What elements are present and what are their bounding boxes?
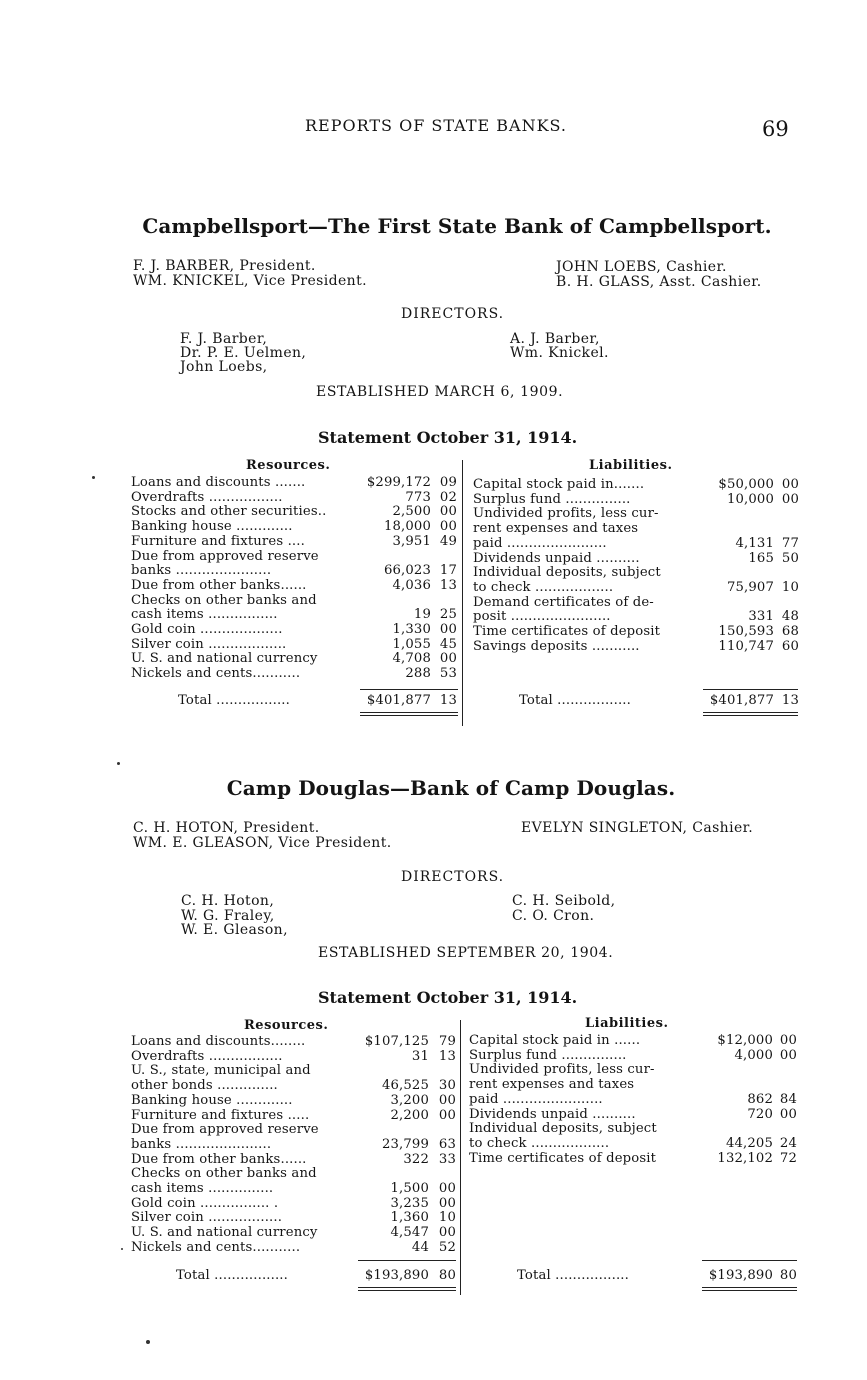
ledger-item-cents: 00 bbox=[779, 1047, 797, 1063]
ledger-item-label: banks ...................... bbox=[131, 1136, 272, 1152]
total-double-rule bbox=[702, 1287, 797, 1288]
scan-speck bbox=[121, 1248, 123, 1250]
director-name: C. H. Seibold, bbox=[512, 893, 616, 909]
resources-heading: Resources. bbox=[244, 1018, 329, 1033]
director-name: A. J. Barber, bbox=[510, 331, 600, 347]
scan-speck bbox=[117, 762, 120, 765]
ledger-item-label: U. S., state, municipal and bbox=[131, 1063, 311, 1079]
ledger-item-cents: 13 bbox=[439, 577, 457, 593]
ledger-item-label: Due from approved reserve bbox=[131, 1122, 319, 1138]
ledger-item-dollars: 23,799 bbox=[381, 1136, 429, 1152]
ledger-item-dollars: 31 bbox=[411, 1048, 429, 1064]
ledger-item-dollars: 2,200 bbox=[390, 1107, 429, 1123]
total-double-rule bbox=[703, 715, 798, 716]
ledger-item-label: paid ....................... bbox=[473, 535, 607, 551]
ledger-item-cents: 45 bbox=[439, 636, 457, 652]
total-double-rule bbox=[702, 1290, 797, 1291]
page-number: 69 bbox=[762, 117, 789, 141]
total-double-rule bbox=[358, 1290, 456, 1291]
ledger-item-cents: 60 bbox=[781, 638, 799, 654]
liabilities-total-cents: 13 bbox=[781, 693, 799, 708]
ledger-item-cents: 00 bbox=[438, 1181, 456, 1196]
ledger-item-cents: 10 bbox=[438, 1210, 456, 1226]
director-name: W. G. Fraley, bbox=[181, 908, 275, 924]
ledger-item-dollars: 44,205 bbox=[725, 1135, 773, 1151]
ledger-item-dollars: 150,593 bbox=[718, 624, 774, 639]
total-rule bbox=[703, 689, 798, 690]
ledger-item-dollars: 46,525 bbox=[381, 1078, 429, 1094]
total-rule bbox=[358, 1260, 456, 1261]
total-rule bbox=[360, 689, 458, 690]
ledger-item-cents: 13 bbox=[438, 1048, 456, 1064]
director-name: C. O. Cron. bbox=[512, 908, 595, 924]
ledger-item-dollars: 720 bbox=[747, 1106, 773, 1122]
director-name: C. H. Hoton, bbox=[181, 893, 275, 909]
ledger-item-dollars: $107,125 bbox=[364, 1034, 429, 1049]
officer-vice-president: WM. E. GLEASON, Vice President. bbox=[133, 835, 392, 851]
ledger-item-label: U. S. and national currency bbox=[131, 1225, 318, 1241]
director-name: F. J. Barber, bbox=[180, 331, 268, 347]
director-name: Wm. Knickel. bbox=[510, 345, 609, 361]
resources-total-label: Total ................. bbox=[178, 693, 290, 708]
liabilities-total-cents: 80 bbox=[779, 1268, 797, 1283]
ledger-item-label: U. S. and national currency bbox=[131, 651, 318, 667]
ledger-item-cents: 77 bbox=[781, 535, 799, 551]
ledger-item-cents: 49 bbox=[439, 533, 457, 549]
total-double-rule bbox=[703, 712, 798, 713]
ledger-item-label: Due from other banks...... bbox=[131, 577, 307, 593]
ledger-item-dollars: 19 bbox=[413, 607, 431, 623]
column-divider bbox=[460, 1020, 461, 1295]
ledger-item-cents: 00 bbox=[438, 1195, 456, 1211]
column-divider bbox=[462, 460, 463, 726]
ledger-item-dollars: 1,500 bbox=[390, 1181, 429, 1196]
officer-president: C. H. HOTON, President. bbox=[133, 820, 320, 836]
director-name: W. E. Gleason, bbox=[181, 922, 288, 938]
ledger-item-cents: 02 bbox=[439, 489, 457, 505]
ledger-item-cents: 30 bbox=[438, 1078, 456, 1094]
ledger-item-label: Silver coin ................. bbox=[131, 1210, 283, 1226]
statement-heading: Statement October 31, 1914. bbox=[318, 428, 578, 447]
ledger-item-label: Overdrafts ................. bbox=[131, 1048, 283, 1064]
ledger-item-label: Furniture and fixtures ..... bbox=[131, 1107, 310, 1123]
ledger-item-dollars: 4,708 bbox=[392, 651, 431, 667]
running-head: REPORTS OF STATE BANKS. bbox=[305, 116, 568, 135]
resources-total-cents: 80 bbox=[438, 1268, 456, 1283]
ledger-item-label: Banking house ............. bbox=[131, 1092, 293, 1108]
ledger-item-dollars: 862 bbox=[747, 1091, 773, 1107]
ledger-item-dollars: 1,055 bbox=[392, 636, 431, 652]
ledger-item-label: Overdrafts ................. bbox=[131, 489, 283, 505]
ledger-item-label: Savings deposits ........... bbox=[473, 638, 640, 654]
ledger-item-dollars: 18,000 bbox=[383, 519, 431, 535]
ledger-item-cents: 00 bbox=[438, 1225, 456, 1241]
bank-heading: Camp Douglas—Bank of Camp Douglas. bbox=[226, 776, 676, 800]
ledger-item-label: Stocks and other securities.. bbox=[131, 504, 327, 520]
ledger-item-label: Surplus fund ............... bbox=[469, 1047, 627, 1063]
ledger-item-dollars: 3,951 bbox=[392, 533, 431, 549]
ledger-item-dollars: $12,000 bbox=[717, 1033, 773, 1048]
ledger-item-dollars: 3,200 bbox=[390, 1092, 429, 1108]
ledger-item-label: paid ....................... bbox=[469, 1091, 603, 1107]
ledger-item-cents: 17 bbox=[439, 563, 457, 579]
liabilities-heading: Liabilities. bbox=[589, 458, 673, 473]
ledger-item-dollars: 4,131 bbox=[735, 535, 774, 551]
ledger-item-dollars: 132,102 bbox=[717, 1150, 773, 1166]
liabilities-total-label: Total ................. bbox=[519, 693, 631, 708]
ledger-item-dollars: 288 bbox=[405, 666, 431, 682]
ledger-item-label: Demand certificates of de- bbox=[473, 594, 654, 610]
ledger-item-label: Time certificates of deposit bbox=[469, 1150, 657, 1166]
ledger-item-label: Individual deposits, subject bbox=[469, 1121, 657, 1137]
ledger-item-cents: 00 bbox=[439, 622, 457, 637]
ledger-item-label: Time certificates of deposit bbox=[473, 624, 661, 639]
ledger-item-dollars: $50,000 bbox=[718, 477, 774, 492]
officer-president: F. J. BARBER, President. bbox=[133, 258, 316, 274]
bank-heading: Campbellsport—The First State Bank of Campbellsport. bbox=[142, 214, 772, 238]
ledger-item-dollars: $299,172 bbox=[366, 475, 431, 490]
officer-cashier: EVELYN SINGLETON, Cashier. bbox=[521, 820, 754, 836]
ledger-item-label: to check .................. bbox=[473, 579, 614, 595]
total-double-rule bbox=[360, 712, 458, 713]
ledger-item-label: rent expenses and taxes bbox=[469, 1077, 635, 1093]
ledger-item-cents: 00 bbox=[779, 1033, 797, 1048]
officer-asst-cashier: B. H. GLASS, Asst. Cashier. bbox=[556, 274, 762, 290]
ledger-item-dollars: 66,023 bbox=[383, 563, 431, 579]
ledger-item-label: Checks on other banks and bbox=[131, 1166, 317, 1182]
ledger-item-dollars: 773 bbox=[405, 489, 431, 505]
ledger-item-dollars: 322 bbox=[403, 1151, 429, 1167]
ledger-item-label: Banking house ............. bbox=[131, 519, 293, 535]
liabilities-total-dollars: $401,877 bbox=[709, 693, 774, 708]
ledger-item-label: Surplus fund ............... bbox=[473, 491, 631, 507]
resources-total-dollars: $401,877 bbox=[366, 693, 431, 708]
ledger-item-label: Undivided profits, less cur- bbox=[473, 506, 659, 522]
ledger-item-cents: 84 bbox=[779, 1091, 797, 1107]
ledger-item-label: Loans and discounts ....... bbox=[131, 475, 306, 490]
ledger-item-cents: 63 bbox=[438, 1136, 456, 1152]
ledger-item-dollars: 1,360 bbox=[390, 1210, 429, 1226]
resources-total-dollars: $193,890 bbox=[364, 1268, 429, 1283]
ledger-item-label: Checks on other banks and bbox=[131, 592, 317, 608]
ledger-item-cents: 48 bbox=[781, 609, 799, 625]
ledger-item-cents: 52 bbox=[438, 1239, 456, 1255]
ledger-item-dollars: 4,036 bbox=[392, 577, 431, 593]
liabilities-heading: Liabilities. bbox=[585, 1016, 669, 1031]
ledger-item-dollars: 1,330 bbox=[392, 622, 431, 637]
ledger-item-cents: 24 bbox=[779, 1135, 797, 1151]
ledger-item-cents: 10 bbox=[781, 579, 799, 595]
ledger-item-label: cash items ................ bbox=[131, 607, 278, 623]
ledger-item-dollars: 75,907 bbox=[726, 579, 774, 595]
ledger-item-cents: 00 bbox=[438, 1092, 456, 1108]
total-rule bbox=[702, 1260, 797, 1261]
ledger-item-dollars: 110,747 bbox=[718, 638, 774, 654]
ledger-item-label: Dividends unpaid .......... bbox=[469, 1106, 636, 1122]
ledger-item-cents: 00 bbox=[439, 651, 457, 667]
resources-total-label: Total ................. bbox=[176, 1268, 288, 1283]
total-double-rule bbox=[360, 715, 458, 716]
ledger-item-dollars: 4,547 bbox=[390, 1225, 429, 1241]
director-name: John Loebs, bbox=[180, 359, 268, 375]
ledger-item-cents: 00 bbox=[439, 504, 457, 520]
ledger-item-label: Loans and discounts........ bbox=[131, 1034, 306, 1049]
ledger-item-label: Due from approved reserve bbox=[131, 548, 319, 564]
ledger-item-label: Dividends unpaid .......... bbox=[473, 550, 640, 566]
established-date: ESTABLISHED SEPTEMBER 20, 1904. bbox=[318, 945, 614, 961]
ledger-item-label: banks ...................... bbox=[131, 563, 272, 579]
ledger-item-cents: 00 bbox=[439, 519, 457, 535]
ledger-item-dollars: 165 bbox=[748, 550, 774, 566]
officer-cashier: JOHN LOEBS, Cashier. bbox=[556, 259, 727, 275]
directors-heading: DIRECTORS. bbox=[401, 306, 505, 322]
ledger-item-cents: 79 bbox=[438, 1034, 456, 1049]
scan-speck bbox=[146, 1340, 150, 1344]
ledger-item-cents: 25 bbox=[439, 607, 457, 623]
ledger-item-label: Nickels and cents........... bbox=[131, 666, 301, 682]
ledger-item-cents: 09 bbox=[439, 475, 457, 490]
ledger-item-label: Undivided profits, less cur- bbox=[469, 1062, 655, 1078]
ledger-item-dollars: 2,500 bbox=[392, 504, 431, 520]
statement-heading: Statement October 31, 1914. bbox=[318, 988, 578, 1007]
director-name: Dr. P. E. Uelmen, bbox=[180, 345, 307, 361]
officer-vice-president: WM. KNICKEL, Vice President. bbox=[133, 273, 367, 289]
ledger-item-cents: 68 bbox=[781, 624, 799, 639]
ledger-item-cents: 00 bbox=[438, 1107, 456, 1123]
resources-heading: Resources. bbox=[246, 458, 331, 473]
scan-speck bbox=[92, 476, 95, 479]
liabilities-total-label: Total ................. bbox=[517, 1268, 629, 1283]
established-date: ESTABLISHED MARCH 6, 1909. bbox=[316, 384, 564, 400]
ledger-item-label: Silver coin .................. bbox=[131, 636, 287, 652]
ledger-item-cents: 00 bbox=[781, 477, 799, 492]
ledger-item-cents: 53 bbox=[439, 666, 457, 682]
ledger-item-label: cash items ............... bbox=[131, 1181, 274, 1196]
ledger-item-dollars: 3,235 bbox=[390, 1195, 429, 1211]
ledger-item-cents: 00 bbox=[779, 1106, 797, 1122]
ledger-item-label: Nickels and cents........... bbox=[131, 1239, 301, 1255]
ledger-item-label: Capital stock paid in....... bbox=[473, 477, 645, 492]
ledger-item-cents: 50 bbox=[781, 550, 799, 566]
ledger-item-cents: 00 bbox=[781, 491, 799, 507]
ledger-item-label: Capital stock paid in ...... bbox=[469, 1033, 641, 1048]
ledger-item-label: Furniture and fixtures .... bbox=[131, 533, 305, 549]
resources-total-cents: 13 bbox=[439, 693, 457, 708]
ledger-item-cents: 33 bbox=[438, 1151, 456, 1167]
ledger-item-dollars: 331 bbox=[748, 609, 774, 625]
ledger-item-label: to check .................. bbox=[469, 1135, 610, 1151]
ledger-item-label: Individual deposits, subject bbox=[473, 565, 661, 581]
ledger-item-label: Gold coin ................... bbox=[131, 622, 283, 637]
ledger-item-label: Gold coin ................ . bbox=[131, 1195, 279, 1211]
ledger-item-dollars: 44 bbox=[411, 1239, 429, 1255]
directors-heading: DIRECTORS. bbox=[401, 869, 505, 885]
ledger-item-cents: 72 bbox=[779, 1150, 797, 1166]
total-double-rule bbox=[358, 1287, 456, 1288]
ledger-item-label: Due from other banks...... bbox=[131, 1151, 307, 1167]
ledger-item-label: other bonds .............. bbox=[131, 1078, 278, 1094]
ledger-item-dollars: 4,000 bbox=[734, 1047, 773, 1063]
ledger-item-label: rent expenses and taxes bbox=[473, 521, 639, 537]
liabilities-total-dollars: $193,890 bbox=[708, 1268, 773, 1283]
ledger-item-dollars: 10,000 bbox=[726, 491, 774, 507]
ledger-item-label: posit ....................... bbox=[473, 609, 611, 625]
